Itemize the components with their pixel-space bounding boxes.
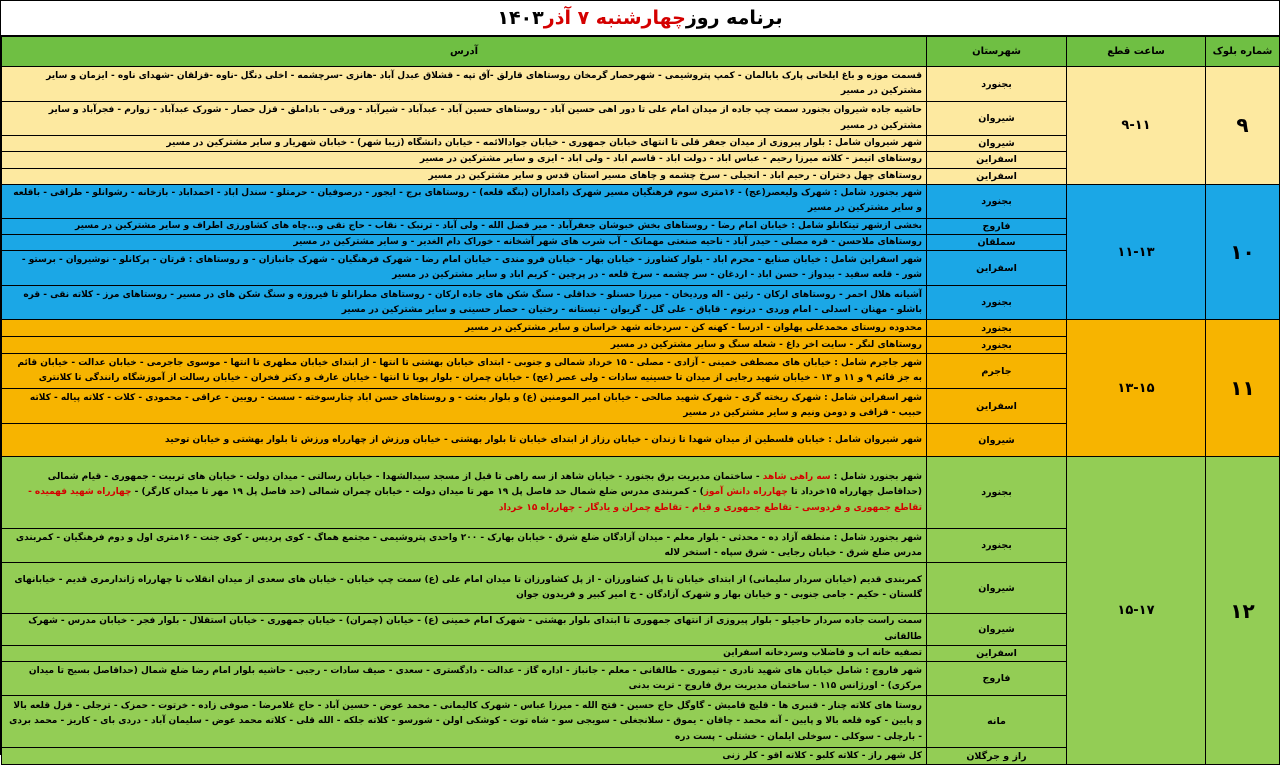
address-cell: شهر بجنورد شامل : شهرک ولیعصر(عج) - ۱۶متری سوم فرهنگیان مسیر شهرک دامداران (بنگه قلعه) - روستاهای برج - ایجور - درصوفیان - حرمتلو - سندل اباد - احمداباد - بازخانه - رشوانلو - طراقی - باقلعه و سایر مشترکین در مسیر	[2, 184, 927, 218]
city-cell: مانه	[927, 696, 1067, 748]
header-address: آدرس	[2, 37, 927, 67]
outage-schedule-table	[1, 36, 1280, 765]
address-cell: شهر جاجرم شامل : خیابان های مصطفی خمینی - آزادی - مصلی - ۱۵ خرداد شمالی و جنوبی - ابتدای خیابان بهشتی تا انتها - از ابتدای خیابان مطهری تا انتها - موسوی جاجرمی - خیابان عدالت - خیابان قائم به جز قائم ۹ و ۱۱ و ۱۳ - خیابان شهید رجایی از میدان تا حسینیه سادات - ولی عصر (عج) - خیابان چمران - بلوار پویا تا انتها - خیابان عارف و دکتر فخران - خیابان رسالت از آموزشگاه رانندگی تا کلانتری	[2, 354, 927, 389]
address-cell: بخشی ازشهر تیتکانلو شامل : خیابان امام رضا - روستاهای بخش خبوشان جعفرآباد - میر قضل الله - ولی آباد - ترنبک - نقاب - حاج نقی و...چاه های کشاورزی اطراف و سایر مشترکین در مسیر	[2, 218, 927, 234]
city-cell: سملقان	[927, 235, 1067, 251]
address-cell	[2, 457, 927, 529]
highlighted-address-part: چهارراه دانش آموز	[703, 487, 788, 498]
city-cell: شیروان	[927, 614, 1067, 646]
address-cell: شهر شیروان شامل : خیابان فلسطین از میدان شهدا تا زندان - خیابان رزاز از ابتدای خیابان تا بلوار بهشتی - خیابان ورزش از چهارراه ورزش تا بلوار بهشتی و خیابان توحید	[2, 424, 927, 457]
schedule-body	[2, 67, 1280, 765]
address-part: - ساختمان مدیریت برق بجنورد - خیابان شاهد از سه راهی تا قبل از مسجد سیدالشهدا - خیابان رسالتی - میدان دولت - خیابان های تربیت - جمهوری - قیام شمالی (حداقاصل چهارراه ۱۵خرداد تا	[47, 472, 922, 498]
city-cell: بجنورد	[927, 184, 1067, 218]
address-cell: روستاهای ملاحسن - قره مصلی - حیدر آباد - ناحیه صنعتی مهمانک - آب شرب های شهر آشخانه - خوراک دام الغدیر - و سایر مشترکین در مسیر	[2, 235, 927, 251]
city-cell: جاجرم	[927, 354, 1067, 389]
address-cell: محدوده روستای محمدعلی پهلوان - ادرسا - کهنه کن - سردخانه شهد خراسان و سایر مشترکین در مسیر	[2, 320, 927, 337]
city-cell: شیروان	[927, 102, 1067, 136]
title-suffix: ۱۴۰۳	[497, 7, 544, 29]
block-number: ۱۰	[1206, 184, 1280, 320]
table-row	[2, 67, 1280, 102]
city-cell: بجنورد	[927, 67, 1067, 102]
block-number: ۱۱	[1206, 320, 1280, 457]
city-cell: شیروان	[927, 136, 1067, 152]
city-cell: اسفراین	[927, 389, 1067, 424]
table-row	[2, 320, 1280, 337]
address-cell: شهر اسفراین شامل : شهرک ریخته گری - شهرک شهید صالحی - خیابان امیر المومنین (ع) و بلوار بعثت - و روستاهای حسن اباد چنارسوخته - سست - رویین - عراقی - محمودی - کلات - کلاته پیاله - کلاته حبیب - قزاقی و دومن ونیم و سایر مشترکین در مسیر	[2, 389, 927, 424]
outage-time: ۱۳-۱۵	[1067, 320, 1206, 457]
address-cell: تصفیه خانه اب و فاضلاب وسردخانه اسفراین	[2, 646, 927, 662]
outage-time: ۱۱-۱۳	[1067, 184, 1206, 320]
header-row	[2, 37, 1280, 67]
address-cell: شهر فاروج : شامل خیابان های شهید نادری - تیموری - طالقانی - معلم - جانباز - اداره گاز - عدالت - دادگستری - سعدی - صیف سادات - رجبی - حاشیه بلوار امام رضا ضلع شمال (حداقاصل بسیج تا میدان مرکزی) - اورژانس ۱۱۵ - ساختمان مدیریت برق فاروج - تربت بدنی	[2, 662, 927, 696]
address-cell: سمت راست جاده سردار حاجیلو - بلوار پیروزی از انتهای جمهوری تا ابتدای بلوار بهشتی - شهرک امام خمینی (ع) - خیابان (چمران) - خیابان جمهوری - خیابان استقلال - بلوار فجر - خیابان مدرس - شهرک طالقانی	[2, 614, 927, 646]
title-highlight: چهارشنبه ۷ آذر	[543, 7, 686, 29]
block-number: ۹	[1206, 67, 1280, 185]
address-cell: روستا های کلاته چنار - قنبری ها - قلیچ قامیش - گاوگل حاج حسین - فتح الله - میرزا عباس - شهرک کالیمانی - محمد عوض - حسین آباد - حاج غلامرضا - صوفی زاده - خرتوت - حمزک - ترجلی - قزل قلعه بالا و پایین - کوه قلعه بالا و پایین - آنه محمد - چاقان - یموق - سلانجغلی - سویجی سو - شاه توت - کوشکی اولن - شورسو - کلاته جلکه - الله قلی - کلاته محمد عوض - سلیمان آباد - دردی بای - کاریز - محمد بردی - بارچلی - سوکلی - سوخلی ایلمان - خشتلی - پست دره	[2, 696, 927, 748]
address-cell: کمربندی قدیم (خیابان سردار سلیمانی) از ابتدای خیابان تا پل کشاورزان - از پل کشاورزان تا میدان امام علی (ع) سمت چپ خیابان - خیابان های سعدی از میدان انقلاب تا چهارراه ژاندارمری قدیم - خیابانهای گلستان - حکیم - جامی جنوبی - و خیابان بهار و شهرک آزادگان - خ امیر کبیر و فریدون جوان	[2, 563, 927, 614]
highlighted-address-part: سه راهی شاهد	[762, 472, 831, 483]
outage-time: ۱۵-۱۷	[1067, 457, 1206, 765]
city-cell: شیروان	[927, 563, 1067, 614]
city-cell: راز و جرگلان	[927, 748, 1067, 765]
address-cell: آشیانه هلال احمر - روستاهای ارکان - رئین - اله وردیخان - میرزا حسنلو - خداقلی - سنگ شکن های جاده ارکان - روستاهای مطرانلو تا فیروزه و سنگ شکن های در مسیر - روستاهای مرز - کلاته نقی - قره باشلو - مهنان - اسدلی - امام وردی - درنوم - قاپاق - علی گل - گریوان - تیستانه - رختیان - حصار حسینی و سایر مشترکین در مسیر	[2, 286, 927, 320]
address-cell: کل شهر راز - کلاته کلبو - کلاته اقو - کلر زنی	[2, 748, 927, 765]
address-cell: شهر اسفراین شامل : خیابان صنایع - محرم اباد - بلوار کشاورز - خیابان بهار - خیابان فرو مندی - خیابان امام رضا - شهرک فرهنگیان - شهرک جانبازان - و روستاهای : قرتان - پرکانلو - نوشیروان - برستو - شور - قلعه سفید - بیدواز - حسن اباد - اردغان - سر چشمه - سرخ قلعه - در پرچین - کریم اباد و سایر مشترکین در مسیر	[2, 251, 927, 286]
address-cell: حاشیه جاده شیروان بجنورد سمت چپ جاده از میدان امام علی تا دور اهی حسین آباد - روستاهای حسین آباد - عبدآباد - شیرآباد - ورقی - باداملق - قزل حصار - شورک عبدآباد - زوارم - فجرآباد و سایر مشترکین در مسیر	[2, 102, 927, 136]
outage-time: ۹-۱۱	[1067, 67, 1206, 185]
address-cell: روستاهای لنگر - سایت اخر داغ - شعله سنگ و سایر مشترکین در مسیر	[2, 337, 927, 354]
title-prefix: برنامه روز	[685, 7, 783, 29]
city-cell: اسفراین	[927, 646, 1067, 662]
highlighted-address-part: چهارراه شهید فهمیده - تقاطع جمهوری و فردوسی - تقاطع جمهوری و قیام - تقاطع چمران و یادگار - چهارراه ۱۵ خرداد	[28, 487, 922, 513]
header-time: ساعت قطع	[1067, 37, 1206, 67]
city-cell: شیروان	[927, 424, 1067, 457]
address-cell: روستاهای اتیمز - کلاته میرزا رحیم - عباس اباد - دولت اباد - قاسم اباد - ولی اباد - ایزی و سایر مشترکین در مسیر	[2, 152, 927, 168]
city-cell: فاروج	[927, 218, 1067, 234]
city-cell: اسفراین	[927, 168, 1067, 184]
city-cell: فاروج	[927, 662, 1067, 696]
header-block: شماره بلوک	[1206, 37, 1280, 67]
address-cell: قسمت موزه و باغ ایلخانی پارک بابالمان - کمپ پتروشیمی - شهرحصار گرمخان روستاهای قارلق -آق تپه - قشلاق عبدل آباد -هانزی -سرچشمه - اخلی دنگل -ناوه -قزلقان -شهدای ناوه - ایزمان و سایر مشترکین در مسیر	[2, 67, 927, 102]
city-cell: بجنورد	[927, 320, 1067, 337]
header-city: شهرستان	[927, 37, 1067, 67]
city-cell: اسفراین	[927, 251, 1067, 286]
city-cell: بجنورد	[927, 286, 1067, 320]
block-number: ۱۲	[1206, 457, 1280, 765]
city-cell: بجنورد	[927, 457, 1067, 529]
address-cell: روستاهای چهل دختران - رحیم اباد - انجیلی - سرخ چشمه و چاهای مسیر استان قدس و سایر مشترکین در مسیر	[2, 168, 927, 184]
address-part: ) - کمربندی مدرس ضلع شمال حد فاصل پل ۱۹ مهر تا میدان دولت - خیابان چمران شمالی (حد فاصل پل ۱۹ مهر تا میدان کارگر) -	[131, 487, 704, 498]
table-row	[2, 457, 1280, 529]
city-cell: بجنورد	[927, 337, 1067, 354]
city-cell: اسفراین	[927, 152, 1067, 168]
page-title	[1, 1, 1279, 36]
address-cell: شهر بجنورد شامل : منطقه آزاد ده - محدثی - بلوار معلم - میدان آزادگان ضلع شرق - خیابان بهارک - ۲۰۰ واحدی پتروشیمی - مجتمع هماگ - کوی پردیس - کوی جنت - ۱۶متری اول و دوم فرهنگیان - کمربندی مدرس ضلع شرق - خیابان رجایی - شرق سپاه - استخر لاله	[2, 529, 927, 563]
address-part: شهر بجنورد شامل :	[830, 472, 922, 483]
address-cell: شهر شیروان شامل : بلوار پیروزی از میدان جعفر قلی تا انتهای خیابان جمهوری - خیابان جوادالائمه - خیابان دانشگاه (زیبا شهر) - خیابان شهریار و سایر مشترکین در مسیر	[2, 136, 927, 152]
city-cell: بجنورد	[927, 529, 1067, 563]
table-row	[2, 184, 1280, 218]
